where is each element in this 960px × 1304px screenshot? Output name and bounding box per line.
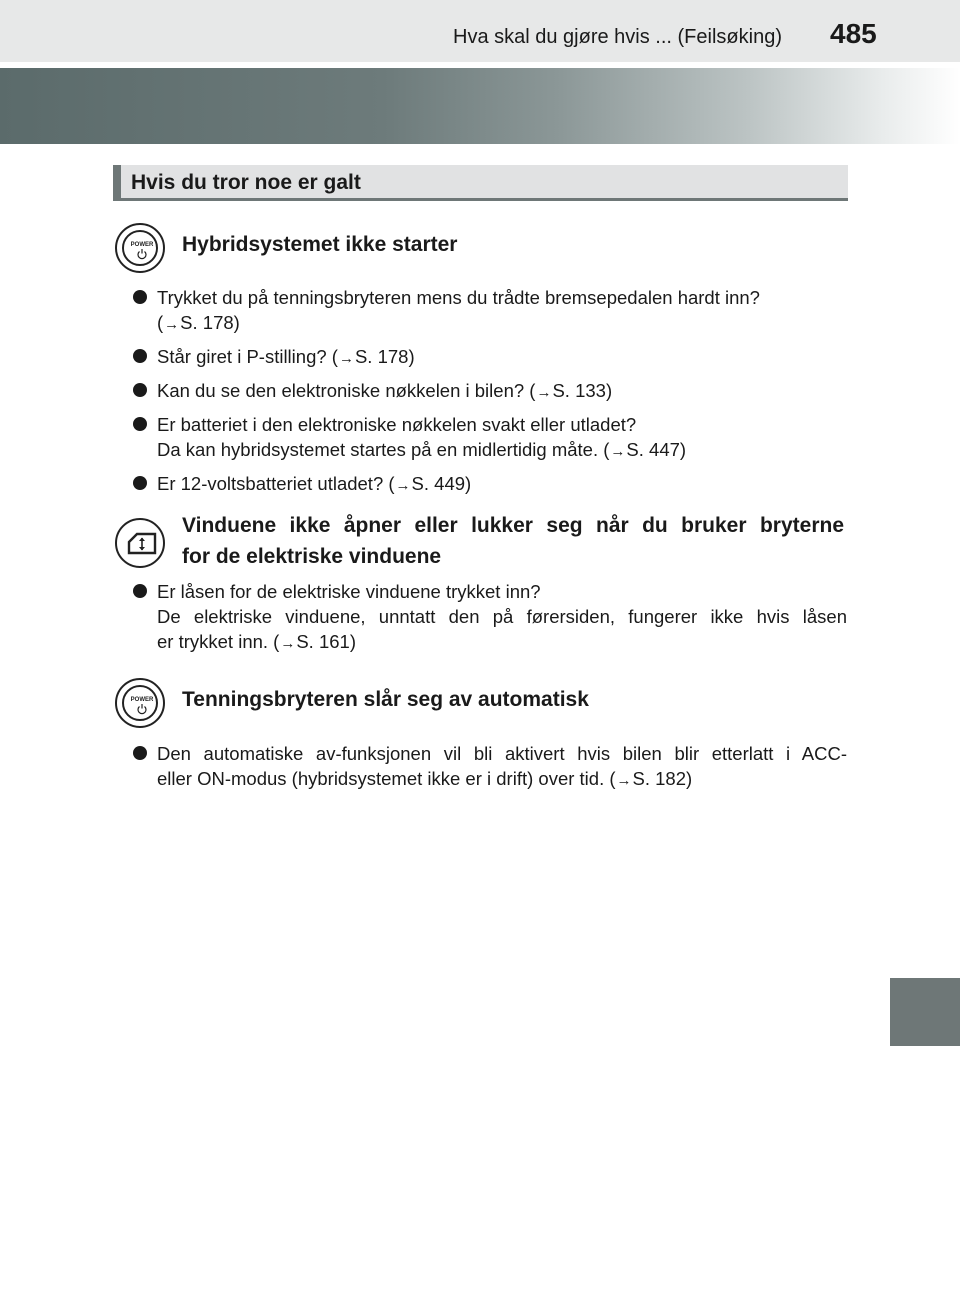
bullet-dot [133,290,147,304]
section-title-box [113,165,848,201]
heading-power-windows: Vinduene ikke åpner eller lukker seg når du bruker bryterne for de elektriske vinduene [182,514,844,568]
running-header-title: Hva skal du gjøre hvis ... (Feilsøking) [453,26,782,48]
arrow-icon: → [164,316,180,333]
arrow-icon: → [610,443,626,460]
list-item: Trykket du på tenningsbryteren mens du trådte bremsepedalen hardt inn? (→S. 178) [157,285,847,337]
svg-text:POWER: POWER [130,242,154,248]
list-item: Er 12-voltsbatteriet utladet? (→S. 449) [157,471,847,498]
chapter-banner [0,68,960,144]
power-button-icon [115,678,165,728]
bullet-dot [133,349,147,363]
chapter-thumb-tab [890,978,960,1046]
page-number: 485 [830,18,877,49]
svg-text:POWER: POWER [130,697,154,703]
list-item: Kan du se den elektroniske nøkkelen i bilen? (→S. 133) [157,378,847,405]
arrow-icon: → [338,350,354,367]
list-item: Er batteriet i den elektroniske nøkkelen svakt eller utladet? Da kan hybridsystemet startes på en midlertidig måte. (→S. 447) [157,412,847,464]
section-title: Hvis du tror noe er galt [131,171,361,194]
power-window-icon [115,518,165,568]
arrow-icon: → [395,477,411,494]
bullet-dot [133,584,147,598]
bullet-dot [133,476,147,490]
heading-hybrid-not-starting: Hybridsystemet ikke starter [182,233,458,256]
list-item: Står giret i P-stilling? (→S. 178) [157,344,847,371]
list-item: Den automatiske av-funksjonen vil bli aktivert hvis bilen blir etterlatt i ACC- eller ON-modus (hybridsystemet ikke er i drift) over tid. (→S. 182) [157,741,847,793]
bullet-dot [133,383,147,397]
heading-auto-power-off: Tenningsbryteren slår seg av automatisk [182,688,589,711]
list-item: Er låsen for de elektriske vinduene trykket inn? De elektriske vinduene, unntatt den på førersiden, fungerer ikke hvis låsen er trykket inn. (→S. 161) [157,579,847,656]
arrow-icon: → [536,384,552,401]
arrow-icon: → [616,772,632,789]
bullet-dot [133,417,147,431]
power-button-icon [115,223,165,273]
arrow-icon: → [280,635,296,652]
bullet-dot [133,746,147,760]
